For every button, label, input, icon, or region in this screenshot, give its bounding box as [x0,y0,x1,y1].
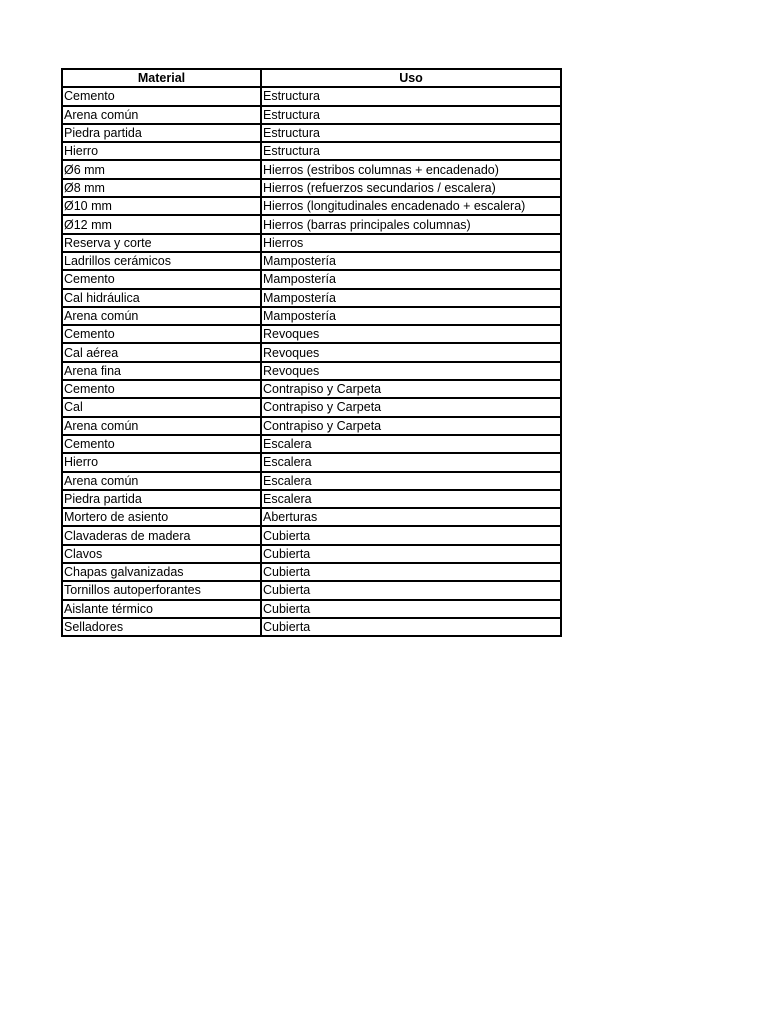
uso-cell[interactable]: Cubierta [261,618,561,636]
uso-cell[interactable]: Mampostería [261,252,561,270]
table-row [62,289,561,307]
table-row [62,179,561,197]
table-row [62,124,561,142]
uso-cell[interactable]: Revoques [261,343,561,361]
material-cell[interactable]: Reserva y corte [62,234,261,252]
material-column-header[interactable]: Material [62,69,261,87]
material-cell[interactable]: Ø6 mm [62,160,261,178]
table-row [62,453,561,471]
table-row [62,142,561,160]
material-cell[interactable]: Arena fina [62,362,261,380]
material-cell[interactable]: Ø10 mm [62,197,261,215]
table-row [62,252,561,270]
materials-table [61,68,562,637]
material-cell[interactable]: Piedra partida [62,490,261,508]
uso-cell[interactable]: Mampostería [261,270,561,288]
uso-cell[interactable]: Contrapiso y Carpeta [261,380,561,398]
uso-cell[interactable]: Cubierta [261,600,561,618]
uso-cell[interactable]: Escalera [261,435,561,453]
material-cell[interactable]: Chapas galvanizadas [62,563,261,581]
table-row [62,106,561,124]
spreadsheet-sheet [61,68,562,637]
uso-cell[interactable]: Escalera [261,490,561,508]
table-row [62,508,561,526]
uso-cell[interactable]: Hierros (estribos columnas + encadenado) [261,160,561,178]
uso-cell[interactable]: Hierros (longitudinales encadenado + escalera) [261,197,561,215]
material-cell[interactable]: Cemento [62,87,261,105]
table-row [62,435,561,453]
material-cell[interactable]: Hierro [62,453,261,471]
table-row [62,618,561,636]
table-row [62,215,561,233]
uso-cell[interactable]: Escalera [261,453,561,471]
uso-cell[interactable]: Mampostería [261,307,561,325]
material-cell[interactable]: Clavos [62,545,261,563]
uso-cell[interactable]: Estructura [261,106,561,124]
table-row [62,343,561,361]
table-row [62,234,561,252]
uso-cell[interactable]: Mampostería [261,289,561,307]
uso-cell[interactable]: Contrapiso y Carpeta [261,398,561,416]
table-row [62,398,561,416]
table-row [62,380,561,398]
uso-cell[interactable]: Hierros (refuerzos secundarios / escalera) [261,179,561,197]
uso-cell[interactable]: Revoques [261,362,561,380]
uso-cell[interactable]: Contrapiso y Carpeta [261,417,561,435]
table-row [62,87,561,105]
table-row [62,600,561,618]
table-row [62,581,561,599]
uso-cell[interactable]: Cubierta [261,526,561,544]
uso-column-header[interactable]: Uso [261,69,561,87]
material-cell[interactable]: Tornillos autoperforantes [62,581,261,599]
material-cell[interactable]: Arena común [62,472,261,490]
material-cell[interactable]: Arena común [62,106,261,124]
table-row [62,270,561,288]
table-row [62,197,561,215]
table-body [62,87,561,636]
uso-cell[interactable]: Hierros [261,234,561,252]
material-cell[interactable]: Clavaderas de madera [62,526,261,544]
material-cell[interactable]: Cal aérea [62,343,261,361]
table-row [62,362,561,380]
table-row [62,417,561,435]
material-cell[interactable]: Piedra partida [62,124,261,142]
material-cell[interactable]: Ø12 mm [62,215,261,233]
material-cell[interactable]: Arena común [62,417,261,435]
table-row [62,526,561,544]
material-cell[interactable]: Ladrillos cerámicos [62,252,261,270]
header-row [62,69,561,87]
table-row [62,160,561,178]
uso-cell[interactable]: Aberturas [261,508,561,526]
table-row [62,490,561,508]
material-cell[interactable]: Arena común [62,307,261,325]
uso-cell[interactable]: Estructura [261,87,561,105]
material-cell[interactable]: Cemento [62,325,261,343]
table-row [62,325,561,343]
uso-cell[interactable]: Cubierta [261,563,561,581]
material-cell[interactable]: Cemento [62,435,261,453]
table-row [62,563,561,581]
uso-cell[interactable]: Cubierta [261,581,561,599]
material-cell[interactable]: Selladores [62,618,261,636]
uso-cell[interactable]: Escalera [261,472,561,490]
uso-cell[interactable]: Cubierta [261,545,561,563]
table-row [62,472,561,490]
uso-cell[interactable]: Estructura [261,142,561,160]
material-cell[interactable]: Cal [62,398,261,416]
material-cell[interactable]: Hierro [62,142,261,160]
material-cell[interactable]: Mortero de asiento [62,508,261,526]
uso-cell[interactable]: Hierros (barras principales columnas) [261,215,561,233]
table-row [62,307,561,325]
material-cell[interactable]: Cemento [62,380,261,398]
material-cell[interactable]: Ø8 mm [62,179,261,197]
material-cell[interactable]: Cal hidráulica [62,289,261,307]
table-row [62,545,561,563]
uso-cell[interactable]: Revoques [261,325,561,343]
material-cell[interactable]: Cemento [62,270,261,288]
material-cell[interactable]: Aislante térmico [62,600,261,618]
uso-cell[interactable]: Estructura [261,124,561,142]
